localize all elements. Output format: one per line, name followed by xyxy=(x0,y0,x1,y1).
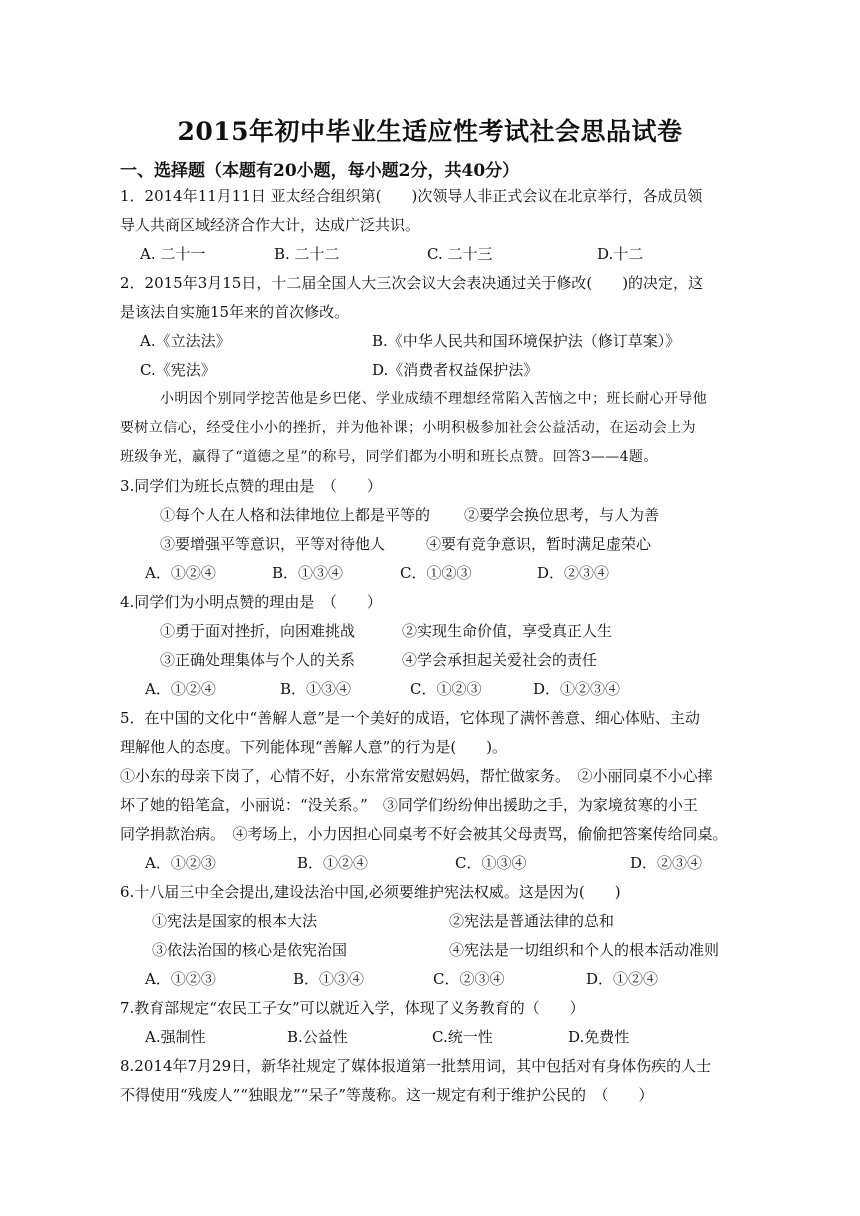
question-4-item-4: ④学会承担起关爱社会的责任 xyxy=(402,651,598,669)
question-6-option-a: A．①②③ xyxy=(145,970,216,988)
material-line-1: 小明因个别同学挖苦他是乡巴佬、学业成绩不理想经常陷入苦恼之中；班长耐心开导他 xyxy=(160,391,708,407)
question-5-option-b: B．①②④ xyxy=(297,854,369,872)
question-6-option-b: B．①③④ xyxy=(293,970,365,988)
question-1-line-1: 1．2014年11月11日 亚太经合组织第( )次领导人非正式会议在北京举行，各成员领 xyxy=(120,187,703,205)
question-3-item-2: ②要学会换位思考，与人为善 xyxy=(464,506,660,524)
question-7-option-b: B.公益性 xyxy=(287,1028,348,1046)
question-3-item-4: ④要有竞争意识，暂时满足虚荣心 xyxy=(426,535,652,553)
question-3-option-a: A．①②④ xyxy=(145,564,216,582)
question-3-item-1: ①每个人在人格和法律地位上都是平等的 xyxy=(160,506,431,524)
question-2-option-d: D.《消费者权益保护法》 xyxy=(372,361,539,379)
page-title: 2015年初中毕业生适应性考试社会思品试卷 xyxy=(177,117,683,146)
question-7-option-a: A.强制性 xyxy=(145,1028,206,1046)
question-4-item-3: ③正确处理集体与个人的关系 xyxy=(160,651,356,669)
question-5-line-4: 坏了她的铅笔盒，小丽说：“没关系。” ③同学们纷纷伸出援助之手，为家境贫寒的小王 xyxy=(120,796,698,814)
question-2-option-c: C.《宪法》 xyxy=(140,361,216,379)
question-2-line-2: 是该法自实施15年来的首次修改。 xyxy=(120,303,350,321)
question-1-line-2: 导人共商区域经济合作大计，达成广泛共识。 xyxy=(120,216,421,234)
question-1-option-a: A. 二十一 xyxy=(140,245,206,263)
question-6-option-c: C．②③④ xyxy=(433,970,505,988)
question-5-line-3: ①小东的母亲下岗了，心情不好，小东常常安慰妈妈，帮忙做家务。 ②小丽同桌不小心摔 xyxy=(120,767,713,785)
question-5-option-a: A．①②③ xyxy=(145,854,216,872)
material-line-2: 要树立信心，经受住小小的挫折，并为他补课；小明积极参加社会公益活动，在运动会上为 xyxy=(120,420,696,436)
question-4-option-c: C．①②③ xyxy=(410,680,482,698)
question-3-stem: 3.同学们为班长点赞的理由是 （ ） xyxy=(120,477,382,495)
question-7-stem: 7.教育部规定“农民工子女”可以就近入学，体现了义务教育的（ ） xyxy=(120,999,585,1017)
question-3-item-3: ③要增强平等意识，平等对待他人 xyxy=(160,535,386,553)
question-1-option-b: B. 二十二 xyxy=(274,245,340,263)
question-6-option-d: D．①②④ xyxy=(586,970,659,988)
question-8-line-2: 不得使用“残废人”“独眼龙”“呆子”等蔑称。这一规定有利于维护公民的 （ ） xyxy=(120,1086,654,1104)
question-5-line-5: 同学捐款治病。 ④考场上，小力因担心同桌考不好会被其父母责骂，偷偷把答案传给同桌。 xyxy=(120,825,728,843)
question-7-option-c: C.统一性 xyxy=(432,1028,493,1046)
question-4-option-b: B．①③④ xyxy=(280,680,352,698)
question-2-option-a: A.《立法法》 xyxy=(140,332,231,350)
question-4-option-d: D．①②③④ xyxy=(533,680,621,698)
question-6-item-3: ③依法治国的核心是依宪治国 xyxy=(152,941,348,959)
question-6-item-4: ④宪法是一切组织和个人的根本活动准则 xyxy=(449,941,720,959)
question-6-stem: 6.十八届三中全会提出,建设法治中国,必须要维护宪法权威。这是因为( ) xyxy=(120,883,621,901)
question-8-line-1: 8.2014年7月29日，新华社规定了媒体报道第一批禁用词，其中包括对有身体伤疾的人士 xyxy=(120,1057,712,1075)
question-4-option-a: A．①②④ xyxy=(145,680,216,698)
question-5-line-2: 理解他人的态度。下列能体现“善解人意”的行为是( )。 xyxy=(120,738,508,756)
question-5-option-d: D．②③④ xyxy=(630,854,703,872)
material-line-3: 班级争光，赢得了“道德之星”的称号，同学们都为小明和班长点赞。回答3——4题。 xyxy=(120,449,658,465)
question-4-item-1: ①勇于面对挫折，向困难挑战 xyxy=(160,622,356,640)
question-5-line-1: 5．在中国的文化中“善解人意”是一个美好的成语，它体现了满怀善意、细心体贴、主动 xyxy=(120,709,700,727)
question-4-stem: 4.同学们为小明点赞的理由是 （ ） xyxy=(120,593,382,611)
question-2-option-b: B.《中华人民共和国环境保护法（修订草案）》 xyxy=(372,332,681,350)
question-5-option-c: C．①③④ xyxy=(455,854,527,872)
question-3-option-d: D．②③④ xyxy=(537,564,610,582)
question-4-item-2: ②实现生命价值，享受真正人生 xyxy=(402,622,613,640)
question-3-option-b: B．①③④ xyxy=(272,564,344,582)
question-6-item-2: ②宪法是普通法律的总和 xyxy=(449,912,615,930)
question-3-option-c: C．①②③ xyxy=(400,564,472,582)
question-2-line-1: 2．2015年3月15日，十二届全国人大三次会议大会表决通过关于修改( )的决定，这 xyxy=(120,274,704,292)
question-7-option-d: D.免费性 xyxy=(568,1028,630,1046)
section-heading: 一、选择题（本题有20小题，每小题2分，共40分） xyxy=(120,161,520,181)
question-1-option-d: D.十二 xyxy=(597,245,644,263)
question-1-option-c: C. 二十三 xyxy=(427,245,493,263)
question-6-item-1: ①宪法是国家的根本大法 xyxy=(152,912,318,930)
